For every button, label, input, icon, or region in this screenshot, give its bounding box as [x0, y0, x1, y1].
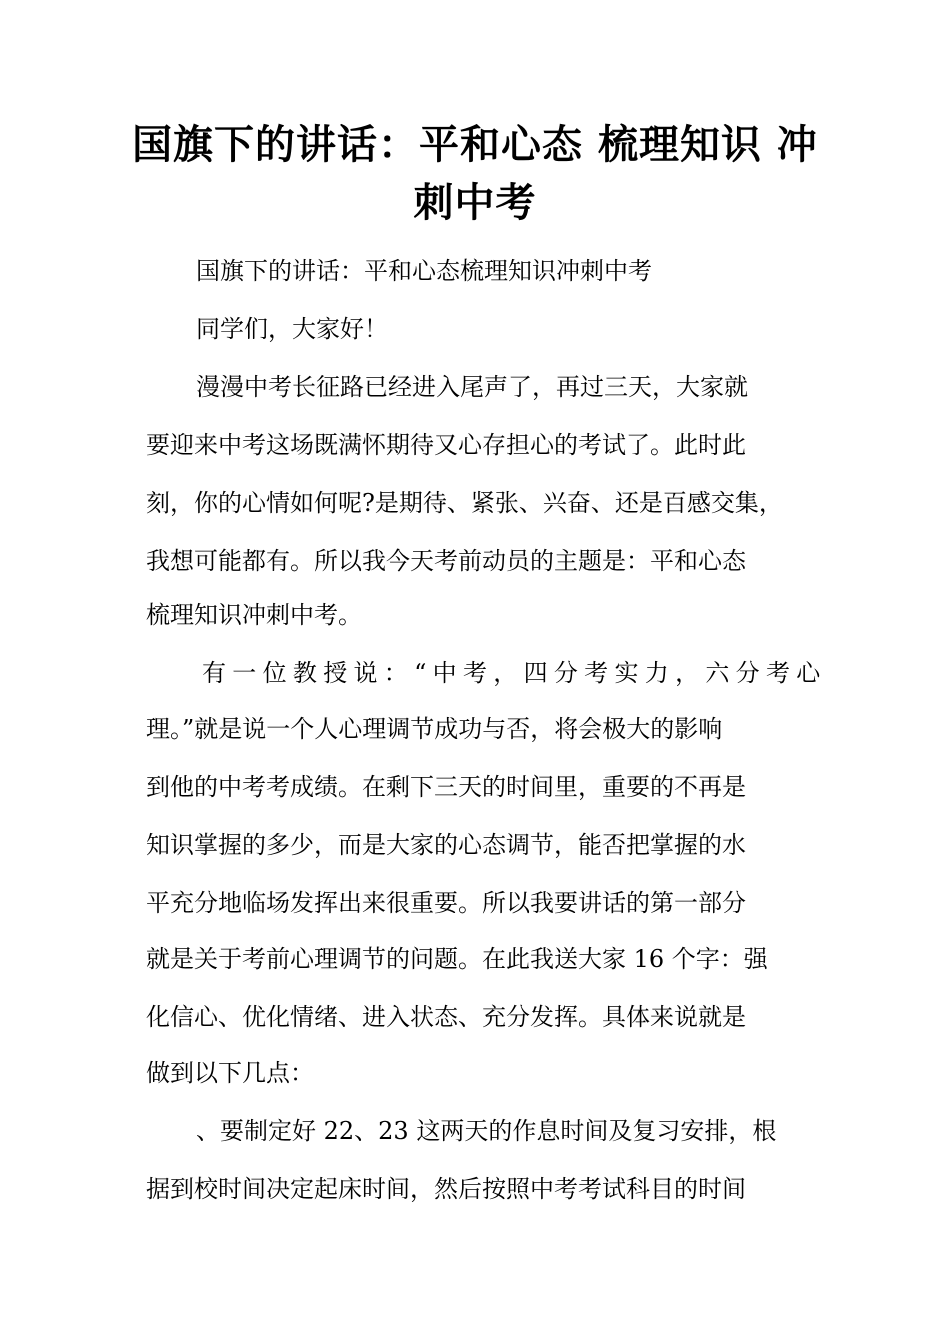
paragraph-1-line-2: 要迎来中考这场既满怀期待又心存担心的考试了。此时此 [146, 431, 746, 459]
greeting-line: 同学们，大家好！ [196, 315, 388, 343]
paragraph-2-line-3: 到他的中考考成绩。在剩下三天的时间里，重要的不再是 [146, 773, 746, 801]
paragraph-2-line-5: 平充分地临场发挥出来很重要。所以我要讲话的第一部分 [146, 889, 746, 917]
document-title-line-2: 刺中考 [413, 180, 537, 226]
paragraph-1-line-3: 刻，你的心情如何呢?是期待、紧张、兴奋、还是百感交集， [146, 489, 783, 517]
paragraph-2-line-8: 做到以下几点： [146, 1059, 314, 1087]
subtitle-line: 国旗下的讲话：平和心态梳理知识冲刺中考 [196, 257, 652, 285]
paragraph-1-line-4: 我想可能都有。所以我今天考前动员的主题是：平和心态 [146, 547, 746, 575]
paragraph-3-line-2: 据到校时间决定起床时间，然后按照中考考试科目的时间 [146, 1175, 746, 1203]
paragraph-2-line-2: 理。”就是说一个人心理调节成功与否，将会极大的影响 [146, 715, 723, 743]
paragraph-2-line-6: 就是关于考前心理调节的问题。在此我送大家 16 个字：强 [146, 945, 768, 973]
document-title-line-1: 国旗下的讲话：平和心态 梳理知识 冲 [132, 122, 818, 168]
paragraph-1-line-1: 漫漫中考长征路已经进入尾声了，再过三天，大家就 [196, 373, 748, 401]
paragraph-1-line-5: 梳理知识冲刺中考。 [146, 601, 362, 629]
paragraph-2-line-7: 化信心、优化情绪、进入状态、充分发挥。具体来说就是 [146, 1003, 746, 1031]
paragraph-2-line-1: 有一位教授说：“中考，四分考实力，六分考心 [202, 659, 827, 687]
paragraph-2-line-4: 知识掌握的多少，而是大家的心态调节，能否把掌握的水 [146, 831, 746, 859]
paragraph-3-line-1: 、要制定好 22、23 这两天的作息时间及复习安排，根 [196, 1117, 777, 1145]
